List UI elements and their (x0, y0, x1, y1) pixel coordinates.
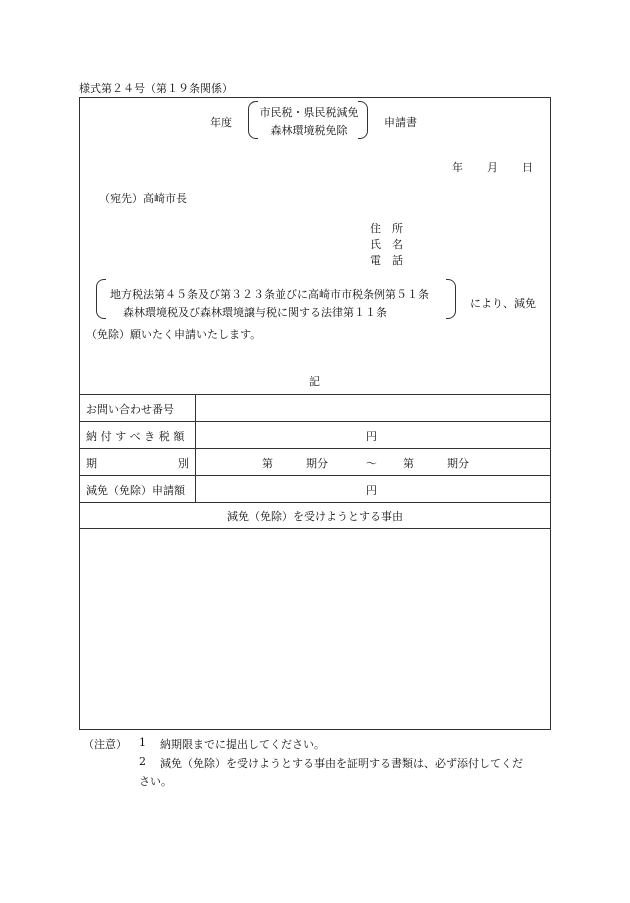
period-label-2: 別 (178, 457, 189, 470)
addressee: （宛先）高崎市長 (99, 192, 187, 205)
statement-tail: により、減免 (470, 297, 536, 310)
law-line2: 森林環境税及び森林環境譲与税に関する法律第１１条 (123, 306, 387, 319)
title-right-bracket (358, 101, 368, 139)
law-right-bracket (446, 279, 456, 319)
year-label: 年度 (210, 116, 232, 129)
table-line-4 (79, 475, 551, 476)
table-column-divider (195, 394, 196, 502)
inquiry-number-label: お問い合わせ番号 (86, 403, 174, 416)
note-1-number: 1 (139, 736, 146, 749)
reason-field[interactable] (85, 535, 545, 723)
date-month: 月 (487, 161, 498, 174)
tax-due-label: 納付すべき税額 (86, 430, 188, 443)
note-2-line1: 減免（免除）を受けようとする事由を証明する書類は、必ず添付してくだ (160, 757, 523, 770)
title-suffix: 申請書 (384, 116, 417, 129)
ki-heading: 記 (309, 375, 320, 388)
requested-amount-yen: 円 (366, 484, 377, 497)
title-tax-line1: 市民税・県民税減免 (259, 106, 359, 119)
title-tax-line2: 森林環境税免除 (270, 124, 348, 137)
statement-continuation: （免除）願いたく申請いたします。 (86, 328, 262, 341)
form-number: 様式第２４号（第１９条関係） (79, 82, 233, 95)
period-label-1: 期 (86, 457, 97, 470)
table-line-1 (79, 394, 551, 395)
requested-amount-label: 減免（免除）申請額 (86, 484, 185, 497)
notes-label: （注意） (83, 738, 127, 751)
table-line-2 (79, 421, 551, 422)
table-line-5 (79, 502, 551, 503)
period-to: 第 期分 (403, 457, 469, 470)
table-line-6 (79, 528, 551, 529)
table-line-3 (79, 448, 551, 449)
note-1: 納期限までに提出してください。 (160, 738, 325, 751)
date-day: 日 (522, 161, 533, 174)
tax-due-yen: 円 (366, 430, 377, 443)
period-from: 第 期分 (262, 457, 328, 470)
reason-header: 減免（免除）を受けようとする事由 (227, 510, 403, 523)
note-2-line2: さい。 (139, 775, 172, 788)
address-label: 住 所 (370, 222, 403, 235)
phone-label: 電 話 (370, 254, 403, 267)
period-tilde: ～ (366, 457, 377, 470)
name-label: 氏 名 (370, 238, 403, 251)
law-line1: 地方税法第４５条及び第３２３条並びに高崎市市税条例第５１条 (110, 288, 429, 301)
law-left-bracket (96, 279, 106, 319)
note-2-number: 2 (139, 755, 146, 768)
date-year: 年 (452, 161, 463, 174)
